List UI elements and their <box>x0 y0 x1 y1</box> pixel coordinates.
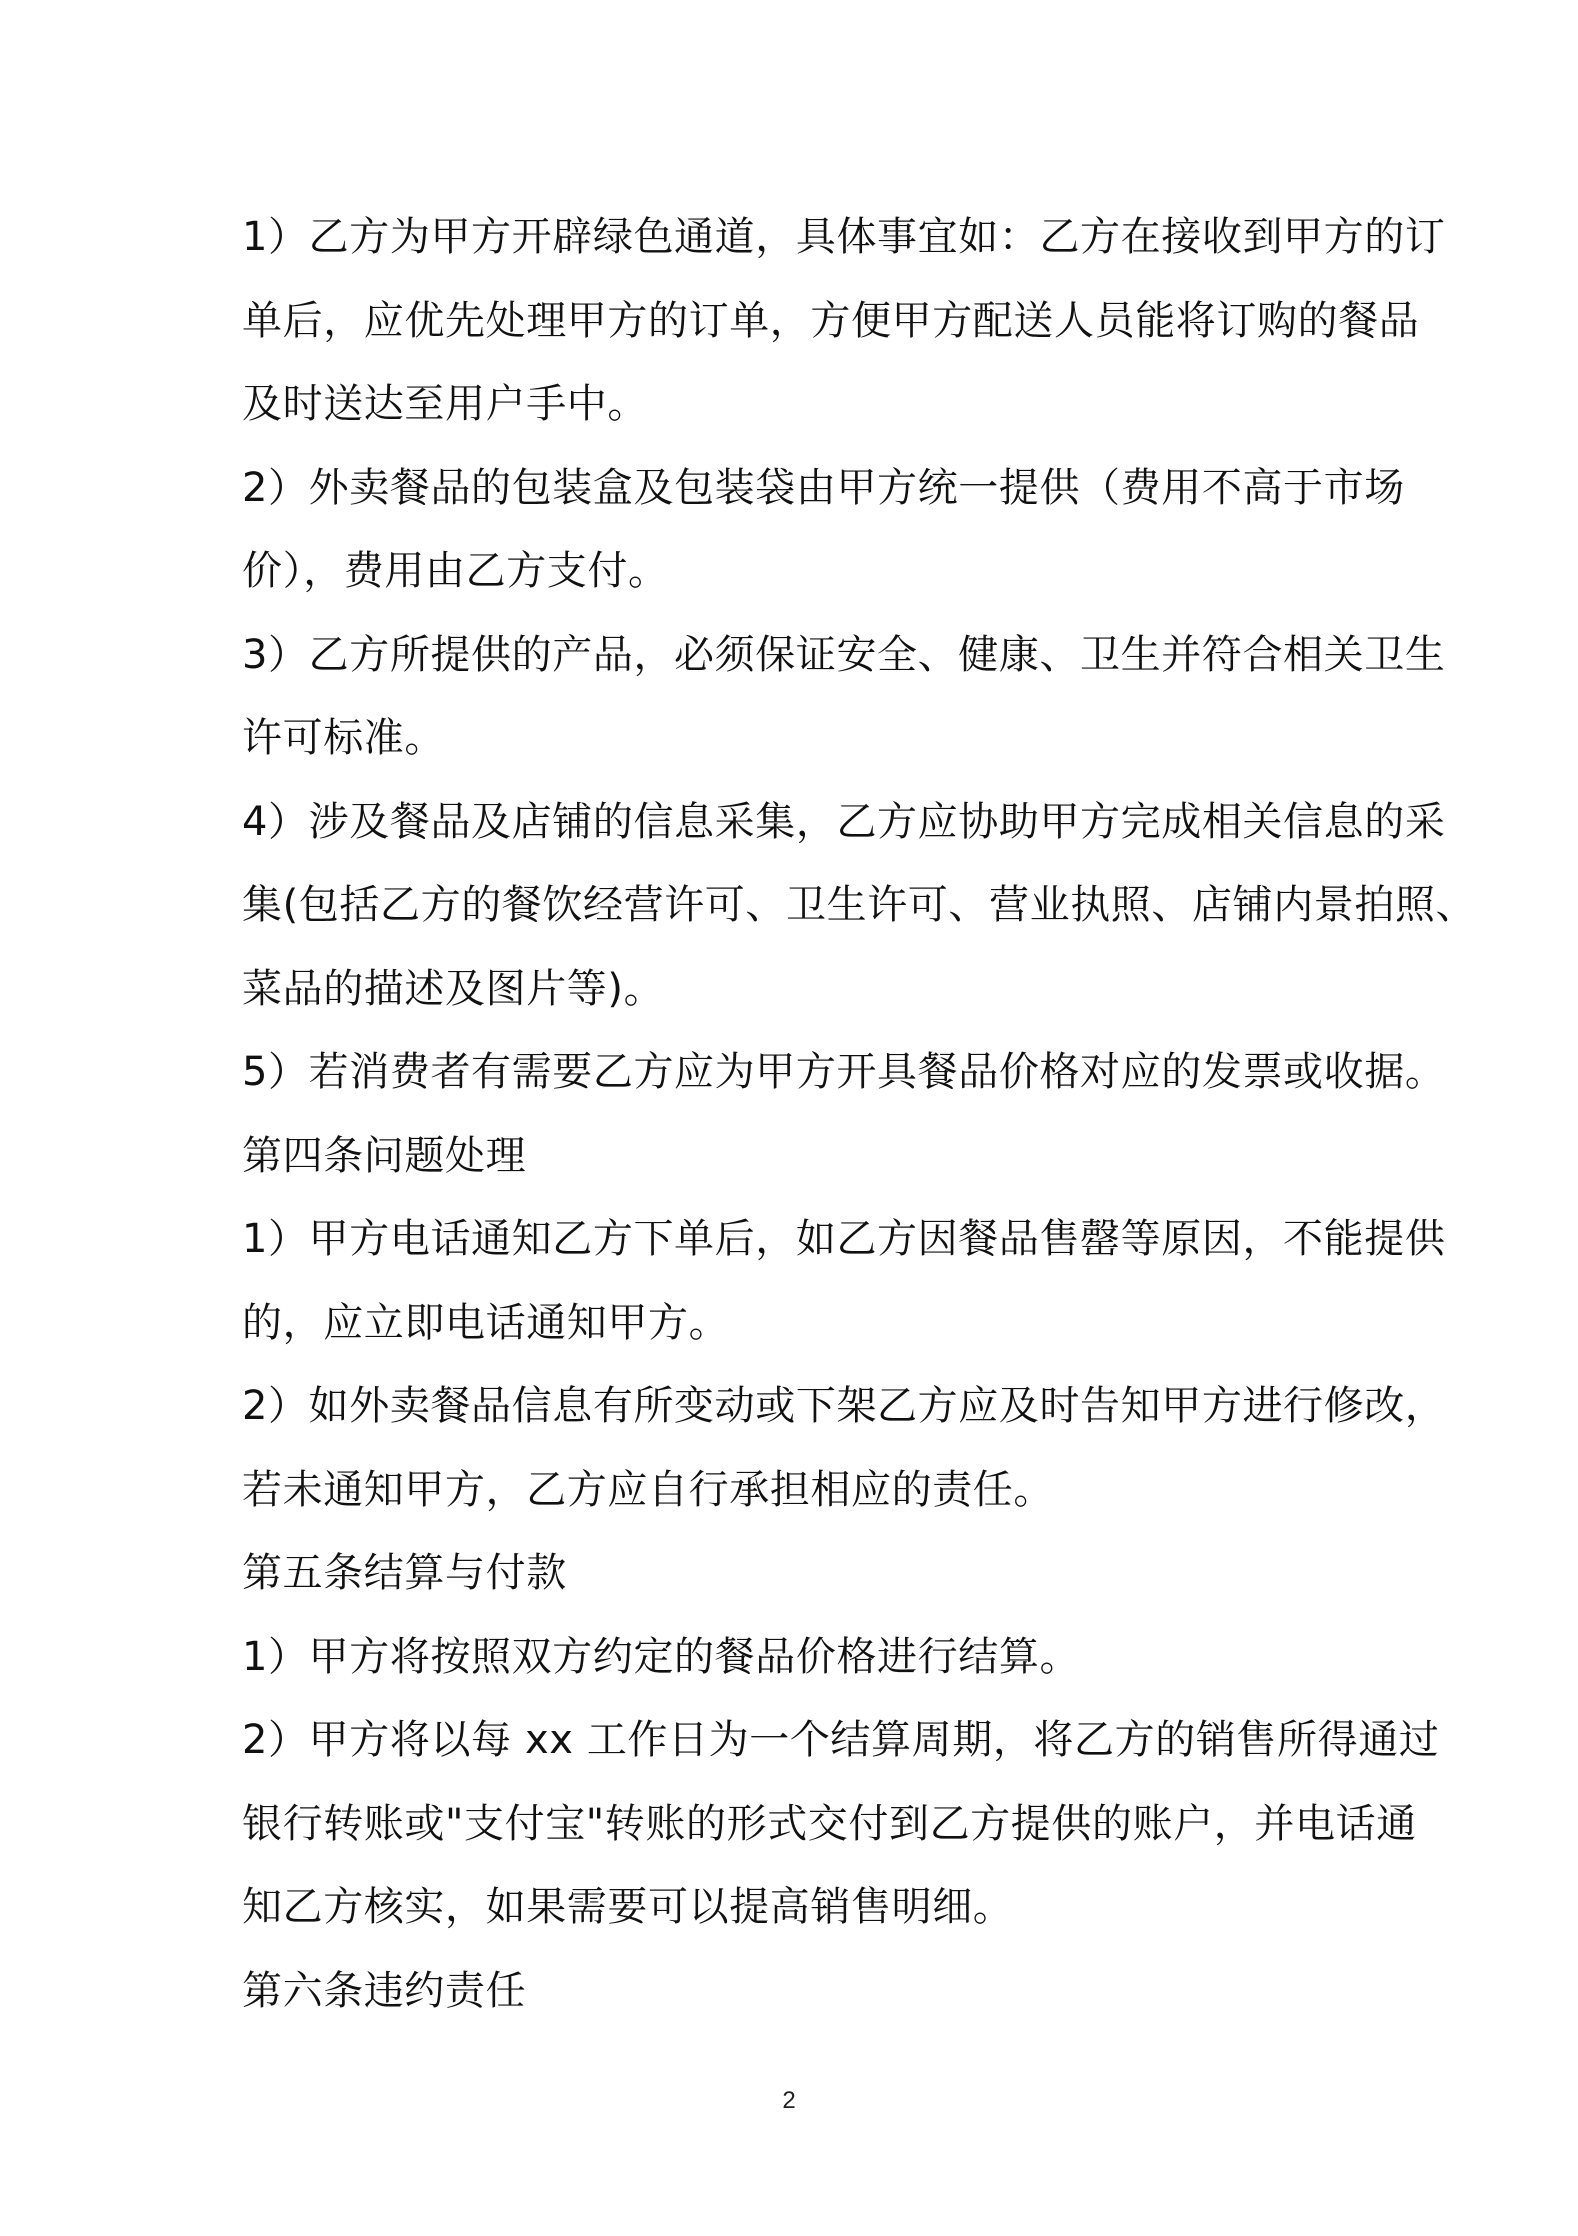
text-line: 及时送达至用户手中。 <box>242 381 648 427</box>
text-line: 1）乙方为甲方开辟绿色通道，具体事宜如：乙方在接收到甲方的订 <box>242 214 1446 260</box>
text-line: 2）甲方将以每 xx 工作日为一个结算周期，将乙方的销售所得通过 <box>242 1717 1440 1763</box>
text-line: 2）如外卖餐品信息有所变动或下架乙方应及时告知甲方进行修改， <box>242 1383 1446 1429</box>
text-line: 集(包括乙方的餐饮经营许可、卫生许可、营业执照、店铺内景拍照、 <box>242 882 1477 928</box>
text-line: 1）甲方电话通知乙方下单后，如乙方因餐品售罄等原因，不能提供 <box>242 1216 1446 1262</box>
text-line: 单后，应优先处理甲方的订单，方便甲方配送人员能将订购的餐品 <box>242 297 1420 344</box>
text-line: 若未通知甲方，乙方应自行承担相应的责任。 <box>242 1466 1054 1513</box>
section-heading: 第五条结算与付款 <box>242 1550 567 1596</box>
text-line: 银行转账或"支付宝"转账的形式交付到乙方提供的账户，并电话通 <box>242 1800 1417 1847</box>
document-body <box>242 196 1477 2033</box>
section-heading: 第四条问题处理 <box>242 1132 527 1179</box>
page-number: 2 <box>782 2087 796 2114</box>
text-line: 2）外卖餐品的包装盒及包装袋由甲方统一提供（费用不高于市场 <box>242 464 1405 511</box>
text-line: 知乙方核实，如果需要可以提高销售明细。 <box>242 1884 1014 1930</box>
text-line: 5）若消费者有需要乙方应为甲方开具餐品价格对应的发票或收据。 <box>242 1049 1446 1095</box>
text-line: 许可标准。 <box>242 715 445 761</box>
text-line: 的，应立即电话通知甲方。 <box>242 1299 730 1346</box>
text-line: 4）涉及餐品及店铺的信息采集，乙方应协助甲方完成相关信息的采 <box>242 798 1446 845</box>
text-line: 菜品的描述及图片等)。 <box>242 965 665 1012</box>
text-line: 3）乙方所提供的产品，必须保证安全、健康、卫生并符合相关卫生 <box>242 631 1446 678</box>
section-heading: 第六条违约责任 <box>242 1967 527 2014</box>
text-line: 1）甲方将按照双方约定的餐品价格进行结算。 <box>242 1633 1081 1680</box>
text-line: 价），费用由乙方支付。 <box>242 548 669 594</box>
